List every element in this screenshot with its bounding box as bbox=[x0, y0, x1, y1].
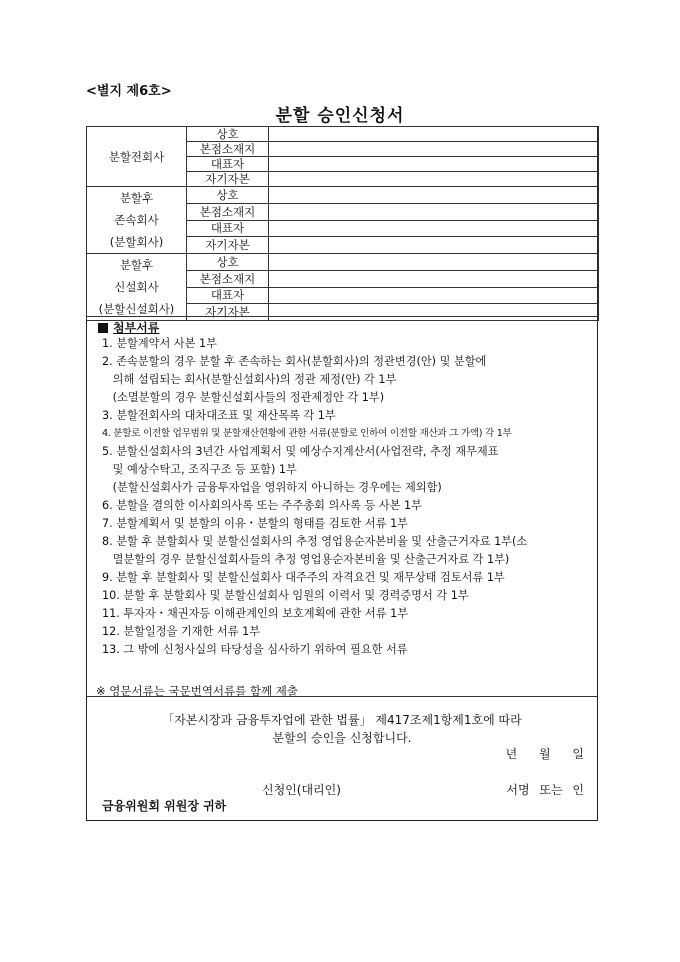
attachment-item: 7. 분할계획서 및 분할의 이유・분할의 형태를 검토한 서류 1부 bbox=[102, 517, 408, 530]
attachment-item: 의해 설립되는 회사(분할신설회사)의 정관 제정(안) 각 1부 bbox=[102, 373, 397, 386]
signature-label: 서명 또는 인 bbox=[506, 783, 584, 797]
attachment-item: (분할신설회사가 금융투자업을 영위하지 아니하는 경우에는 제외함) bbox=[102, 481, 442, 494]
field-label: 본점소재지 bbox=[187, 203, 269, 220]
application-section bbox=[86, 696, 598, 821]
field-label: 상호 bbox=[187, 187, 269, 204]
field-label: 대표자 bbox=[187, 157, 269, 172]
field-value-cell[interactable] bbox=[269, 220, 599, 237]
attachment-item: 11. 투자자・채권자등 이해관계인의 보호계획에 관한 서류 1부 bbox=[102, 607, 408, 620]
field-value-cell[interactable] bbox=[269, 287, 599, 304]
attachment-item: 2. 존속분할의 경우 분할 후 존속하는 회사(분할회사)의 정관변경(안) 및 분할에 bbox=[102, 355, 487, 368]
company-group-label-line: (분할신설회사) bbox=[98, 302, 175, 316]
company-group-label bbox=[87, 127, 187, 187]
company-group-label bbox=[87, 254, 187, 321]
black-square-icon bbox=[98, 323, 108, 333]
translation-note: ※ 영문서류는 국문번역서류를 함께 제출 bbox=[96, 684, 298, 698]
company-info-row bbox=[87, 254, 599, 271]
attachment-item: 8. 분할 후 분할회사 및 분할신설회사의 추정 영업용순자본비율 및 산출근거자료 1부(소 bbox=[102, 535, 528, 548]
field-value-cell[interactable] bbox=[269, 172, 599, 187]
company-group-label bbox=[87, 187, 187, 254]
attachment-item: 5. 분할신설회사의 3년간 사업계획서 및 예상수지계산서(사업전략, 추정 재무제표 bbox=[102, 445, 499, 458]
field-value-cell[interactable] bbox=[269, 237, 599, 254]
field-label: 대표자 bbox=[187, 220, 269, 237]
company-info-row bbox=[87, 127, 599, 142]
attachment-item: 3. 분할전회사의 대차대조표 및 재산목록 각 1부 bbox=[102, 409, 336, 422]
attachment-item: 10. 분할 후 분할회사 및 분할신설회사 임원의 이력서 및 경력증명서 각 1부 bbox=[102, 589, 469, 602]
field-label: 상호 bbox=[187, 254, 269, 271]
field-label: 자기자본 bbox=[187, 237, 269, 254]
attachments-heading: 첨부서류 bbox=[98, 319, 159, 336]
company-group-label-line: 분할후 bbox=[119, 258, 154, 272]
attachment-item: (소멸분할의 경우 분할신설회사들의 정관제정안 각 1부) bbox=[102, 391, 385, 404]
request-line: 분할의 승인을 신청합니다. bbox=[272, 731, 412, 745]
company-group-label-line: 존속회사 bbox=[114, 213, 159, 227]
field-label: 대표자 bbox=[187, 287, 269, 304]
field-value-cell[interactable] bbox=[269, 187, 599, 204]
company-info-table bbox=[86, 126, 599, 321]
field-value-cell[interactable] bbox=[269, 254, 599, 271]
company-group-label-line: 신설회사 bbox=[114, 280, 159, 294]
company-info-row bbox=[87, 187, 599, 204]
field-value-cell[interactable] bbox=[269, 127, 599, 142]
applicant-label: 신청인(대리인) bbox=[262, 783, 341, 797]
field-label: 자기자본 bbox=[187, 172, 269, 187]
attachment-item: 12. 분할일정을 기재한 서류 1부 bbox=[102, 625, 261, 638]
field-value-cell[interactable] bbox=[269, 157, 599, 172]
company-group-label-line: (분할회사) bbox=[109, 235, 164, 249]
attachment-item: 1. 분할계약서 사본 1부 bbox=[102, 337, 217, 350]
field-value-cell[interactable] bbox=[269, 203, 599, 220]
form-number-label: <별지 제6호> bbox=[86, 84, 172, 99]
attachment-item: 9. 분할 후 분할회사 및 분할신설회사 대주주의 자격요건 및 재무상태 검토서류 1부 bbox=[102, 571, 505, 584]
attachment-item: 멸분할의 경우 분할신설회사들의 추정 영업용순자본비율 및 산출근거자료 각 1부) bbox=[102, 553, 510, 566]
field-label: 자기자본 bbox=[187, 304, 269, 321]
field-label: 본점소재지 bbox=[187, 270, 269, 287]
field-value-cell[interactable] bbox=[269, 270, 599, 287]
company-group-label-line: 분할후 bbox=[119, 191, 154, 205]
field-label: 상호 bbox=[187, 127, 269, 142]
legal-basis-line: 「자본시장과 금융투자업에 관한 법률」 제417조제1항제1호에 따라 bbox=[162, 713, 522, 727]
date-line: 년 월 일 bbox=[505, 747, 584, 761]
field-label: 본점소재지 bbox=[187, 142, 269, 157]
attachment-item: 및 예상수탁고, 조직구조 등 포함) 1부 bbox=[102, 463, 297, 476]
field-value-cell[interactable] bbox=[269, 142, 599, 157]
attachment-item: 13. 그 밖에 신청사실의 타당성을 심사하기 위하여 필요한 서류 bbox=[102, 643, 408, 656]
addressee: 금융위원회 위원장 귀하 bbox=[102, 799, 227, 813]
attachments-section bbox=[86, 316, 598, 696]
attachment-item: 4. 분할로 이전할 업무범위 및 분할재산현황에 관한 서류(분할로 인하여 이전할 재산과 그 가액) 각 1부 bbox=[102, 428, 512, 439]
attachments-list bbox=[102, 335, 588, 659]
attachment-item: 6. 분할을 결의한 이사회의사록 또는 주주총회 의사록 등 사본 1부 bbox=[102, 499, 422, 512]
document-title: 분할 승인신청서 bbox=[275, 106, 405, 126]
company-group-label-line: 분할전회사 bbox=[108, 149, 165, 164]
